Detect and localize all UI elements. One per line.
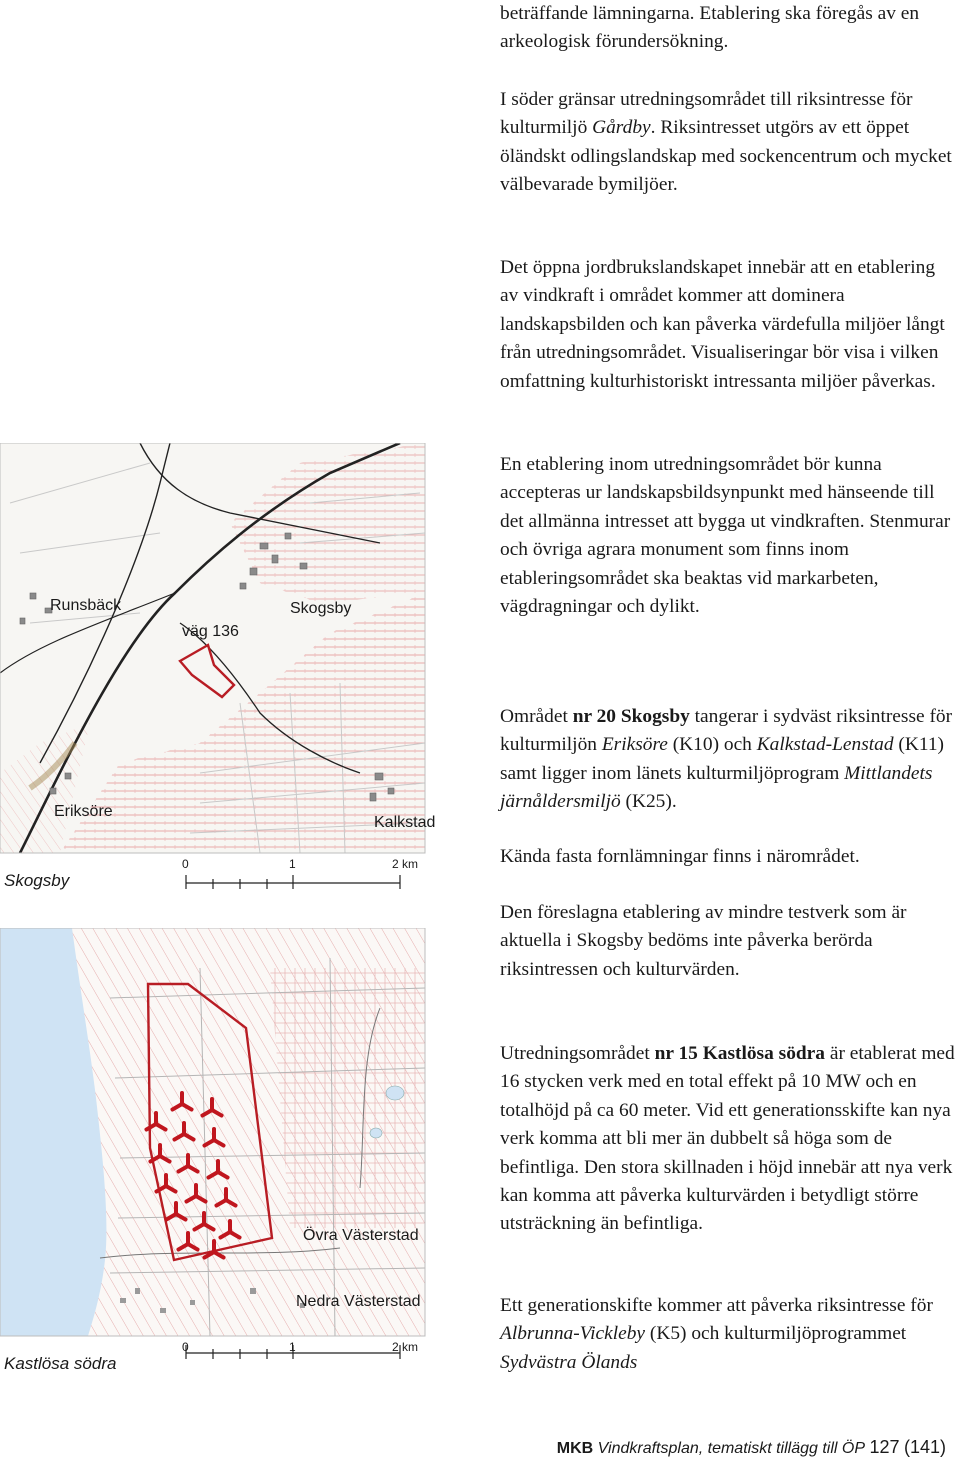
scale-label-zero: 0 (182, 1340, 189, 1354)
paragraph-text: tangerar i sydväst riksintresse för kulturmiljön (500, 706, 953, 756)
map-label-skogsby: Skogsby (290, 600, 352, 617)
paragraph-text: I söder gränsar utredningsområdet till riksintresse för kulturmiljö (500, 89, 913, 139)
page-number: 127 (869, 1437, 900, 1457)
area-name-kastlosa: nr 15 Kastlösa södra (654, 1043, 825, 1064)
map-label-eriksore: Eriksöre (54, 803, 113, 820)
program-name-sydvastra: Sydvästra Ölands (500, 1351, 638, 1373)
map-label-runsback: Runsbäck (50, 597, 122, 614)
scale-label-one: 1 (289, 857, 296, 871)
paragraph-known-remains: Kända fasta fornlämningar finns i närområdet. (500, 846, 860, 867)
paragraph-skogsby (500, 703, 955, 817)
footer-title: Vindkraftsplan, tematiskt tillägg till ÖP (597, 1440, 866, 1457)
scale-label-one: 1 (289, 1340, 296, 1354)
scale-label-two: 2 km (392, 1340, 419, 1354)
page-footer (557, 1437, 946, 1458)
paragraph-text: (K11) samt ligger inom länets kulturmiljöprogram (500, 734, 944, 784)
paragraph-gardby (500, 86, 955, 200)
paragraph-kastlosa (500, 1040, 955, 1239)
place-name-eriksore: Eriksöre (601, 734, 668, 756)
paragraph-landscape: Det öppna jordbrukslandskapet innebär att en etablering av vindkraft i området kommer att dominera landskapsbilden och kan påverka värdefulla miljöer långt från utredningsområdet. Visualiseringar bör visa i vilken omfattning kulturhistoriskt intressanta miljöer påverkas. (500, 257, 945, 392)
map-title-kastlosa: Kastlösa södra (4, 1354, 117, 1373)
map-label-ovra-vasterstad: Övra Västerstad (303, 1227, 419, 1244)
map-kastlosa-graphic (0, 928, 480, 1383)
place-name-albrunna: Albrunna-Vickleby (500, 1323, 646, 1345)
map-skogsby-graphic (0, 443, 480, 903)
scale-label-zero: 0 (182, 857, 189, 871)
map-skogsby (0, 443, 480, 903)
paragraph-text: (K25). (620, 791, 677, 813)
paragraph-text: (K5) och kulturmiljöprogrammet (645, 1323, 907, 1345)
paragraph-generation-shift (500, 1292, 955, 1377)
place-name-gardby: Gårdby (592, 117, 651, 139)
page-total: (141) (903, 1437, 946, 1457)
map-label-road: väg 136 (182, 623, 239, 640)
paragraph-archaeology (500, 0, 955, 57)
footer-mkb: MKB (556, 1440, 594, 1457)
place-name-kalkstad: Kalkstad-Lenstad (756, 734, 894, 756)
paragraph-text: Området (500, 706, 573, 727)
program-name: Mittlandets järnåldersmiljö (500, 762, 933, 813)
scale-label-two: 2 km (392, 857, 419, 871)
paragraph-text: beträffande lämningarna. Etablering ska föregås av en arkeologisk förundersökning. (500, 3, 920, 53)
map-label-kalkstad: Kalkstad (374, 814, 436, 831)
paragraph-text: Utredningsområdet (500, 1043, 655, 1064)
map-kastlosa (0, 928, 480, 1383)
map-title-skogsby: Skogsby (4, 871, 70, 890)
paragraph-test-turbines: Den föreslagna etablering av mindre testverk som är aktuella i Skogsby bedöms inte påverka berörda riksintressen och kulturvärden. (500, 902, 907, 980)
map-label-nedra-vasterstad: Nedra Västerstad (296, 1293, 421, 1310)
area-name-skogsby: nr 20 Skogsby (572, 706, 690, 727)
paragraph-text: är etablerat med 16 stycken verk med en total effekt på 10 MW och en totalhöjd på ca 60 meter. Vid ett generationsskifte kan nya verk komma att bli mer än dubbelt så höga som de befintliga. Den stora skillnaden i höjd innebär att nya verk kan komma att påverka kulturvärden i betydligt större utsträckning än befintliga. (500, 1043, 955, 1235)
paragraph-text: Ett generationskifte kommer att påverka riksintresse för (500, 1295, 933, 1316)
paragraph-acceptance: En etablering inom utredningsområdet bör kunna accepteras ur landskapsbildsynpunkt med hänseende till det allmänna intresset att bygga ut vindkraften. Stenmurar och övriga agrara monument som finns inom etableringsområdet ska beaktas vid markarbeten, vägdragningar och dylikt. (500, 454, 951, 618)
paragraph-text: (K10) och (667, 734, 757, 756)
paragraph-text: . Riksintresset utgörs av ett öppet öländskt odlingslandskap med sockencentrum och mycket välbevarade bymiljöer. (500, 117, 952, 196)
